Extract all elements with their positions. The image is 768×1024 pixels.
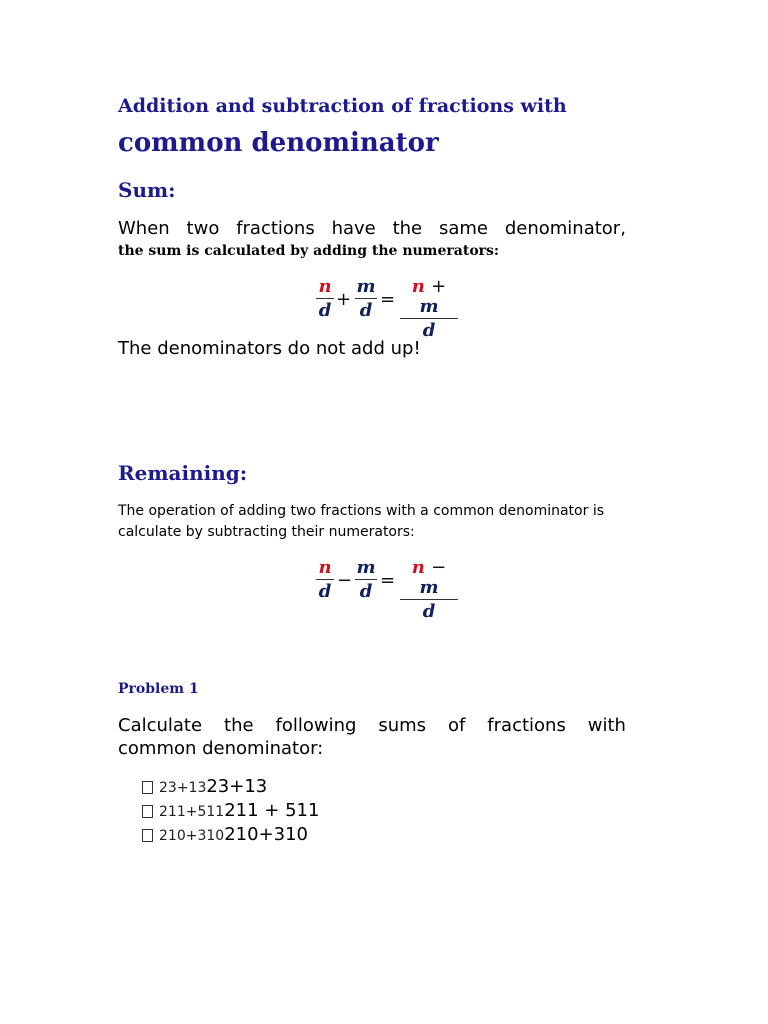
item-small-text: 210+310 [159, 828, 225, 844]
plus-operator: + [336, 289, 352, 310]
equals-sign: = [380, 570, 396, 591]
denominator: d [359, 581, 373, 602]
fraction-bar [400, 318, 458, 319]
item-small-text: 23+13 [159, 780, 207, 796]
numerator-term: m [419, 577, 439, 598]
minus-operator: − [431, 557, 447, 578]
word: same [438, 218, 488, 239]
item-small-text: 211+511 [159, 804, 225, 820]
result-fraction [400, 558, 458, 622]
title-line-2: common denominator [118, 128, 439, 158]
sum-intro-line-2: the sum is calculated by adding the numerators: [118, 243, 500, 259]
numerator-term: n [411, 276, 425, 297]
word: fractions [236, 218, 315, 239]
list-item [142, 823, 319, 847]
remaining-line-2: calculate by subtracting their numerators: [118, 524, 415, 540]
sum-heading: Sum: [118, 178, 176, 202]
missing-glyph-bullet-icon [142, 781, 153, 794]
word: the [392, 218, 423, 239]
sum-note: The denominators do not add up! [118, 338, 421, 359]
item-large-text: 211 + 511 [224, 800, 320, 821]
minus-operator: − [337, 570, 353, 591]
fraction-m-over-d [355, 558, 377, 602]
numerator: m [356, 276, 376, 297]
remaining-heading: Remaining: [118, 461, 248, 485]
remaining-formula [0, 557, 768, 622]
list-item [142, 775, 319, 799]
result-fraction [400, 277, 458, 341]
word: fractions [487, 715, 566, 736]
word: the [224, 715, 254, 736]
missing-glyph-bullet-icon [142, 805, 153, 818]
denominator: d [422, 601, 436, 622]
plus-operator: + [431, 276, 447, 297]
fraction-n-over-d [316, 277, 334, 321]
denominator: d [422, 320, 436, 341]
equals-sign: = [380, 289, 396, 310]
fraction-bar [316, 298, 334, 299]
word: following [275, 715, 357, 736]
list-item [142, 799, 319, 823]
item-large-text: 23+13 [206, 776, 268, 797]
numerator-term: m [419, 296, 439, 317]
word: two [186, 218, 220, 239]
result-numerator [400, 277, 458, 317]
fraction-m-over-d [355, 277, 377, 321]
numerator-term: n [411, 557, 425, 578]
numerator: n [318, 557, 332, 578]
problem-line-2: common denominator: [118, 738, 324, 759]
item-large-text: 210+310 [224, 824, 308, 845]
fraction-bar [400, 599, 458, 600]
denominator: d [359, 300, 373, 321]
word: denominator, [504, 218, 626, 239]
word: with [587, 715, 626, 736]
numerator: n [318, 276, 332, 297]
sum-intro-line-1 [118, 218, 626, 239]
word: of [448, 715, 466, 736]
word: When [118, 218, 170, 239]
result-numerator [400, 558, 458, 598]
problem-heading: Problem 1 [118, 681, 199, 697]
remaining-line-1: The operation of adding two fractions with a common denominator is [118, 503, 605, 519]
problem-list [142, 775, 319, 847]
title-line-1: Addition and subtraction of fractions with [118, 95, 567, 117]
denominator: d [318, 581, 332, 602]
numerator: m [356, 557, 376, 578]
sum-formula [0, 276, 768, 341]
denominator: d [318, 300, 332, 321]
word: Calculate [118, 715, 203, 736]
word: have [331, 218, 376, 239]
missing-glyph-bullet-icon [142, 829, 153, 842]
problem-line-1 [118, 715, 626, 736]
fraction-bar [316, 579, 334, 580]
fraction-bar [355, 579, 377, 580]
fraction-n-over-d [316, 558, 334, 602]
fraction-bar [355, 298, 377, 299]
word: sums [378, 715, 427, 736]
